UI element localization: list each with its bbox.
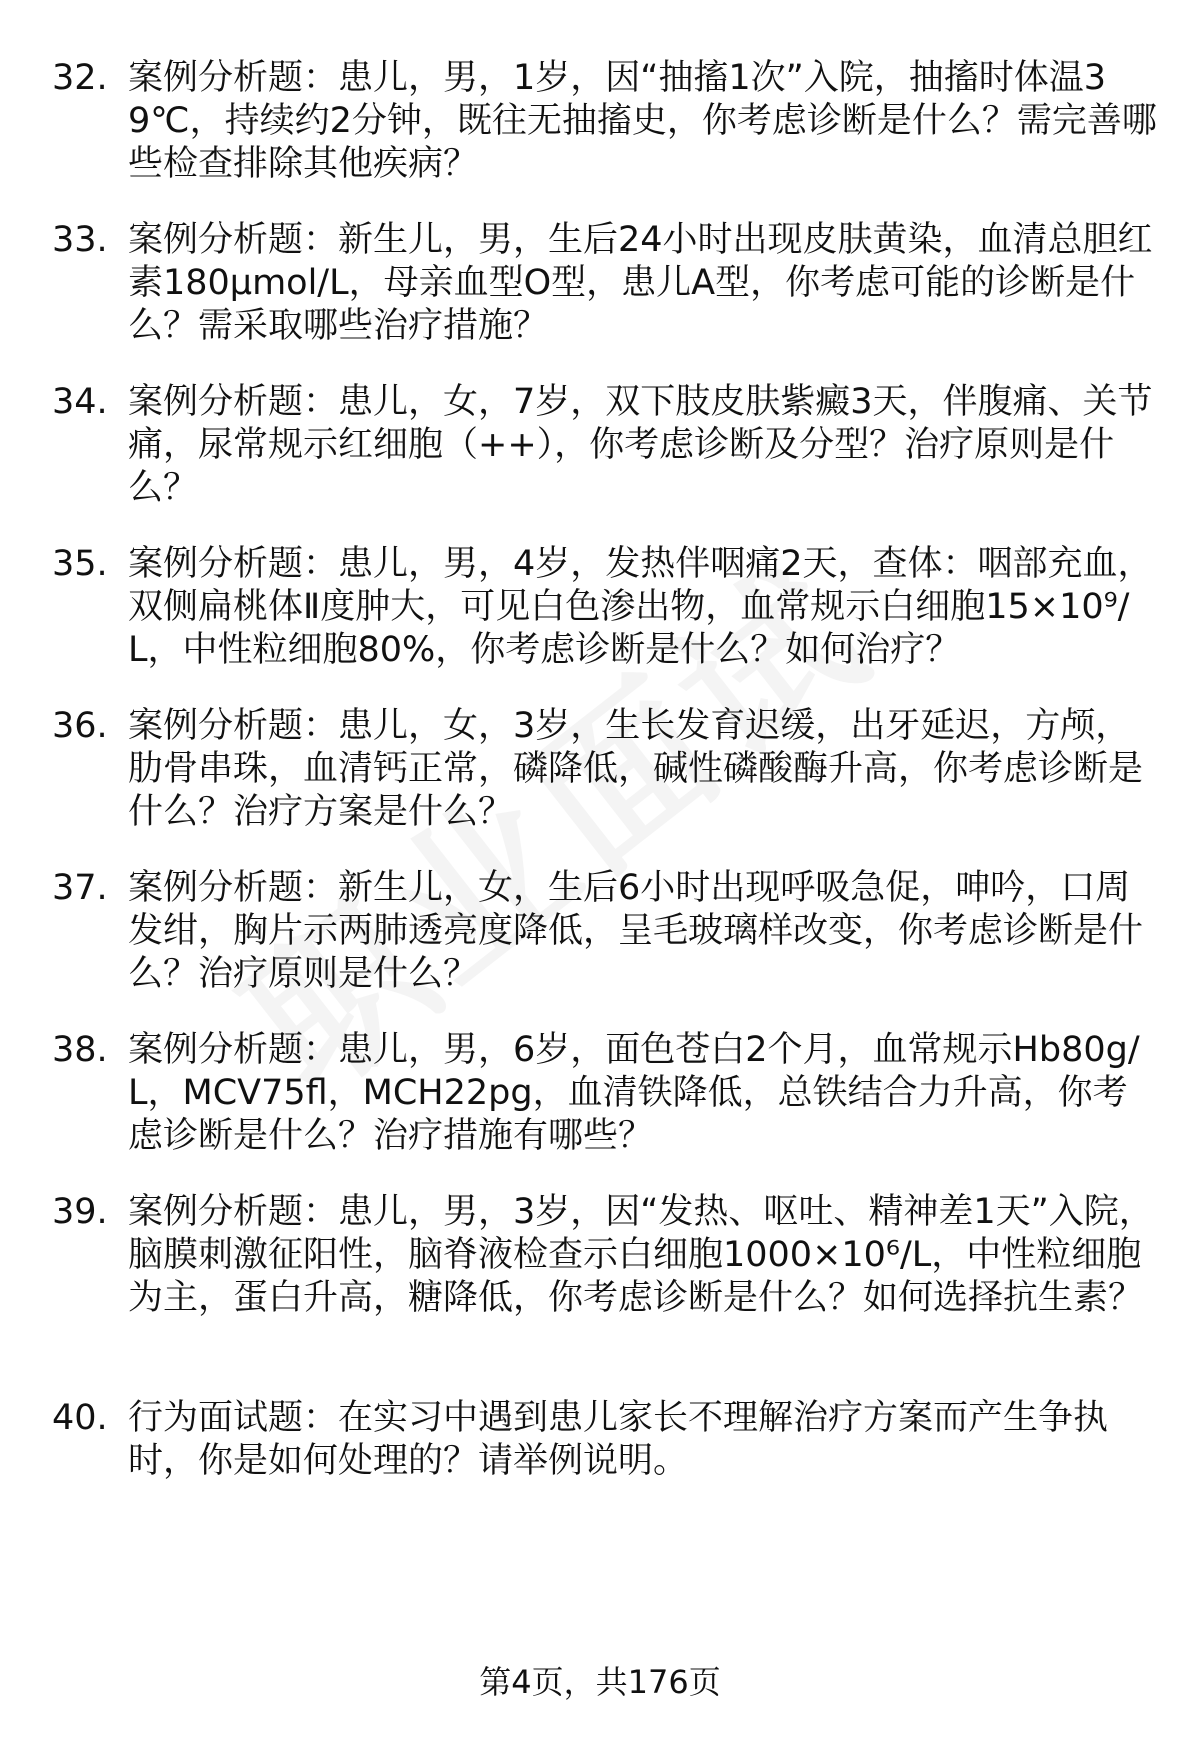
question-text: 案例分析题：新生儿，男，生后24小时出现皮肤黄染，血清总胆红素180μmol/L，母亲血型O型，患儿A型，你考虑可能的诊断是什么？需采取哪些治疗措施？ <box>128 220 1153 346</box>
question-number: 35. <box>52 544 108 584</box>
question-number: 34. <box>52 382 108 422</box>
question-text: 案例分析题：患儿，男，1岁，因“抽搐1次”入院，抽搐时体温39℃，持续约2分钟，既往无抽搐史，你考虑诊断是什么？需完善哪些检查排除其他疾病？ <box>128 58 1157 184</box>
question-item <box>52 1191 1162 1320</box>
question-number: 39. <box>52 1192 108 1232</box>
question-text: 案例分析题：患儿，男，4岁，发热伴咽痛2天，查体：咽部充血，双侧扁桃体Ⅱ度肿大，可见白色渗出物，血常规示白细胞15×10⁹/L，中性粒细胞80%，你考虑诊断是什么？如何治疗？ <box>128 544 1153 670</box>
question-item <box>52 381 1162 510</box>
page-footer: 第4页，共176页 <box>479 1663 721 1701</box>
question-text: 案例分析题：患儿，女，7岁，双下肢皮肤紫癜3天，伴腹痛、关节痛，尿常规示红细胞（++），你考虑诊断及分型？治疗原则是什么？ <box>128 382 1153 508</box>
question-item <box>52 1397 1162 1483</box>
question-text: 案例分析题：患儿，女，3岁，生长发育迟缓，出牙延迟，方颅，肋骨串珠，血清钙正常，磷降低，碱性磷酸酶升高，你考虑诊断是什么？治疗方案是什么？ <box>128 706 1144 832</box>
question-number: 38. <box>52 1030 108 1070</box>
question-item <box>52 219 1162 348</box>
question-item <box>52 1029 1162 1158</box>
question-text: 案例分析题：新生儿，女，生后6小时出现呼吸急促，呻吟，口周发绀，胸片示两肺透亮度降低，呈毛玻璃样改变，你考虑诊断是什么？治疗原则是什么？ <box>128 868 1144 994</box>
question-number: 36. <box>52 706 108 746</box>
question-item <box>52 57 1162 186</box>
question-number: 32. <box>52 58 108 98</box>
question-number: 40. <box>52 1398 108 1438</box>
question-text: 案例分析题：患儿，男，6岁，面色苍白2个月，血常规示Hb80g/L，MCV75fl，MCH22pg，血清铁降低，总铁结合力升高，你考虑诊断是什么？治疗措施有哪些？ <box>128 1030 1140 1156</box>
question-number: 37. <box>52 868 108 908</box>
question-text: 案例分析题：患儿，男，3岁，因“发热、呕吐、精神差1天”入院，脑膜刺激征阳性，脑脊液检查示白细胞1000×10⁶/L，中性粒细胞为主，蛋白升高，糖降低，你考虑诊断是什么？如何选择抗生素？ <box>128 1192 1154 1318</box>
question-number: 33. <box>52 220 108 260</box>
question-item <box>52 543 1162 672</box>
question-item <box>52 867 1162 996</box>
question-item <box>52 705 1162 834</box>
question-text: 行为面试题：在实习中遇到患儿家长不理解治疗方案而产生争执时，你是如何处理的？请举例说明。 <box>128 1398 1109 1481</box>
